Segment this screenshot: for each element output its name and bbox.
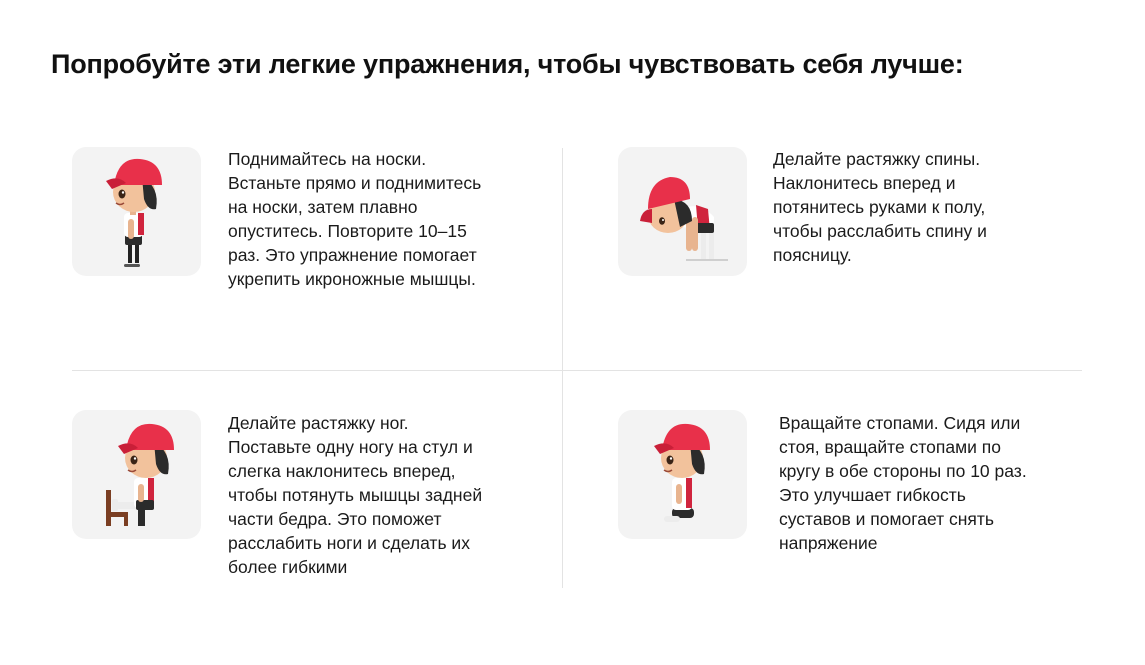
exercise-description: Делайте растяжку спины. Наклонитесь вперед и потянитесь руками к полу, чтобы расслабить спину и поясницу.: [773, 149, 987, 265]
foot-rotation-figure-icon: [618, 410, 747, 539]
exercise-description: Делайте растяжку ног. Поставьте одну ногу на стул и слегка наклонитесь вперед, чтобы потянуть мышцы задней части бедра. Это поможет расслабить ноги и сделать их более гибкими: [228, 413, 483, 577]
page-title: Попробуйте эти легкие упражнения, чтобы чувствовать себя лучше:: [51, 49, 964, 79]
vertical-divider: [562, 148, 563, 588]
calf-raise-figure-icon: [72, 147, 201, 276]
leg-stretch-chair-figure-icon: [72, 410, 201, 539]
exercise-description: Вращайте стопами. Сидя или стоя, вращайте стопами по кругу в обе стороны по 10 раз. Это улучшает гибкость суставов и помогает снять напряжение: [779, 413, 1027, 553]
back-stretch-figure-icon: [618, 147, 747, 276]
horizontal-divider: [72, 370, 1082, 371]
exercise-description: Поднимайтесь на носки. Встаньте прямо и поднимитесь на носки, затем плавно опуститесь. Повторите 10–15 раз. Это упражнение помогает укрепить икроножные мышцы.: [228, 149, 482, 289]
